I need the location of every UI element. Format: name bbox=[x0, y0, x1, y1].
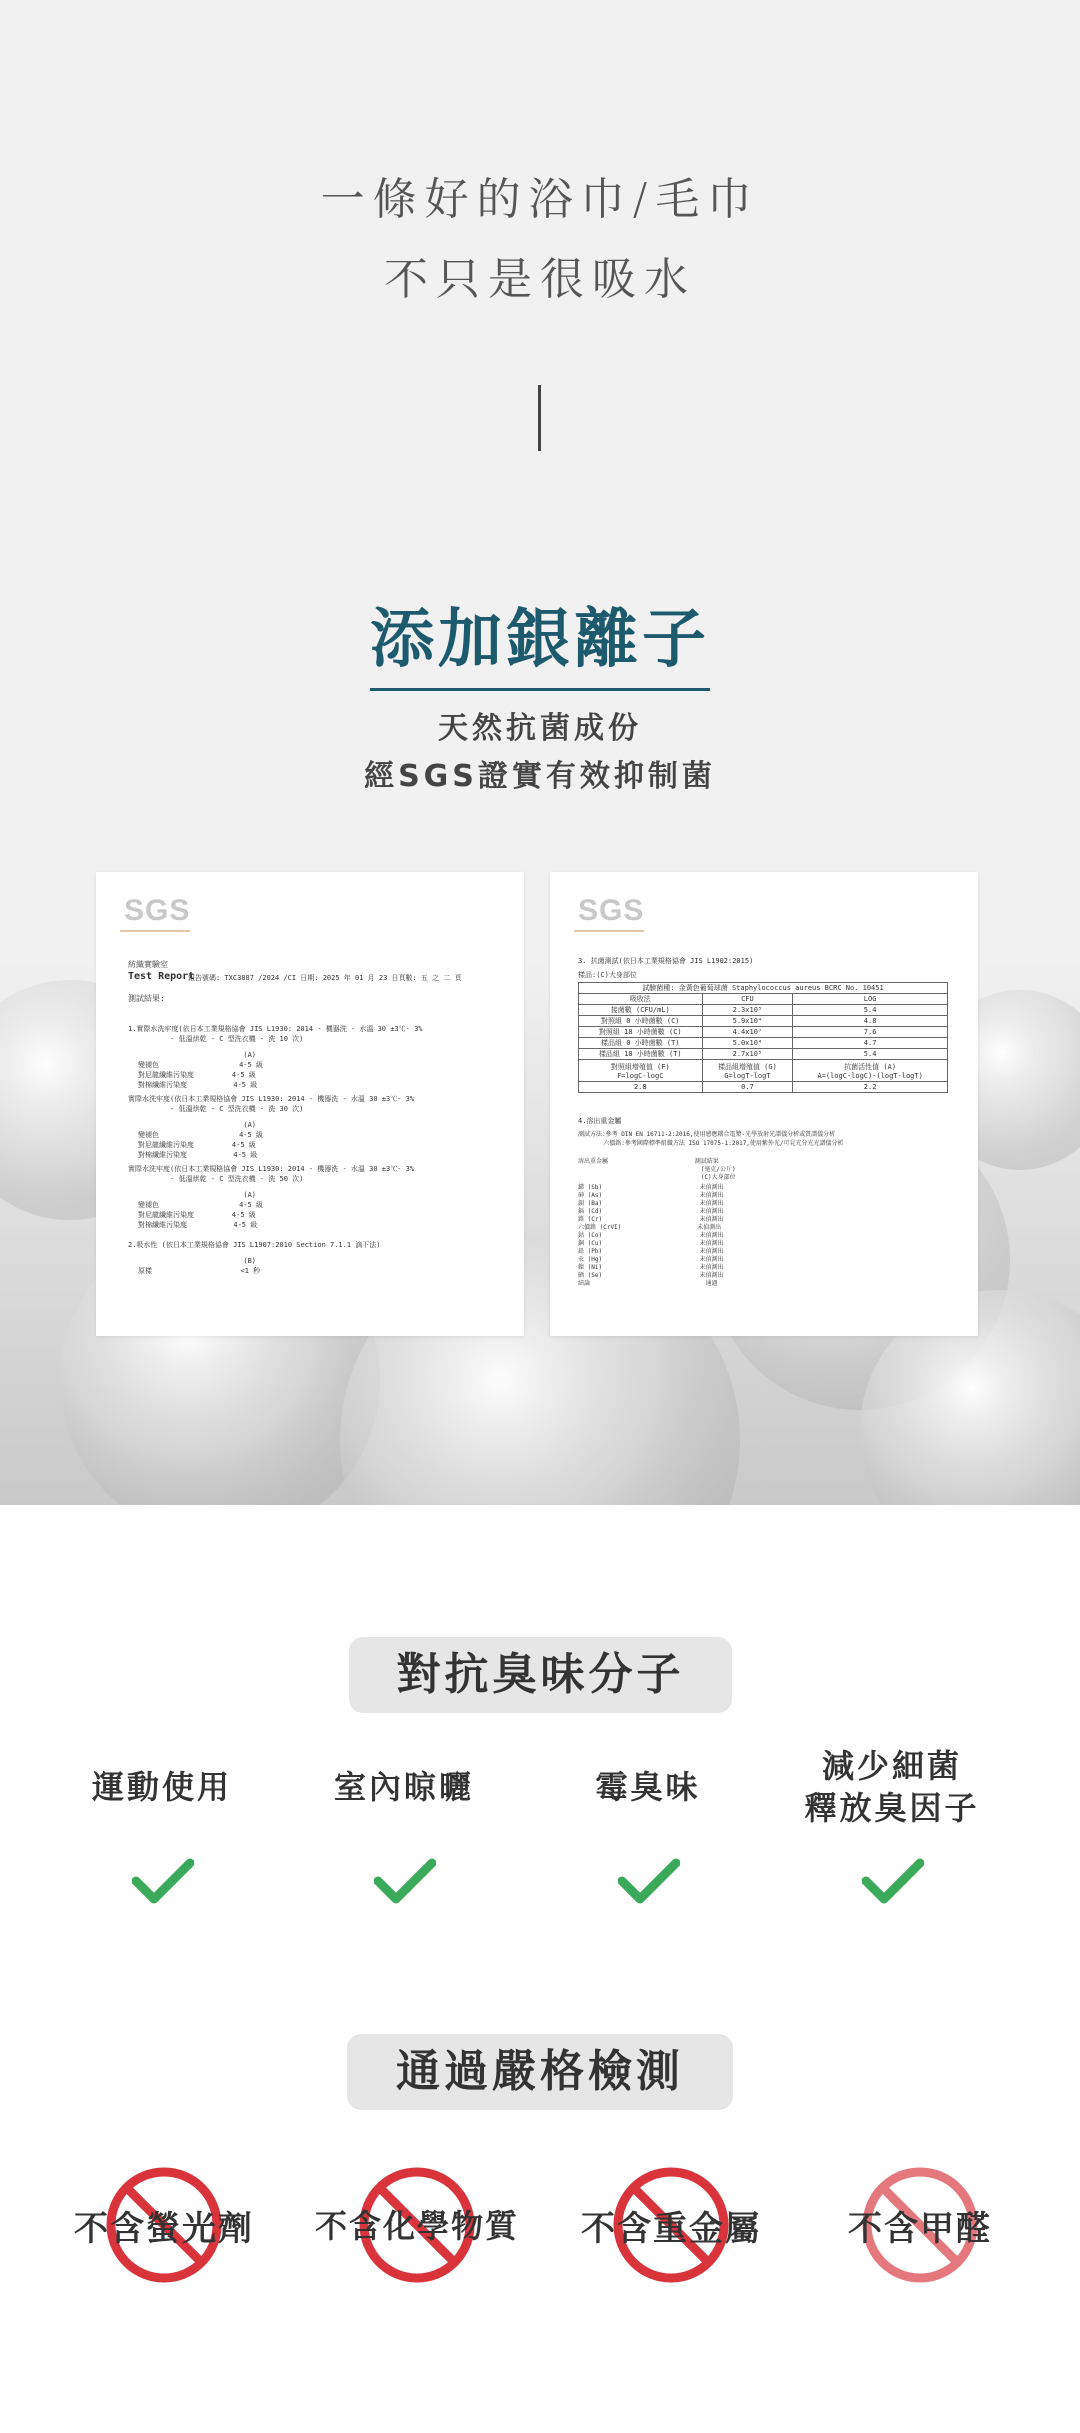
report-lab: 紡織實驗室 bbox=[128, 960, 168, 969]
ban-item-formaldehyde bbox=[800, 2163, 1040, 2283]
wash-test-30: 實際水洗牢度(依日本工業規格協會 JIS L1930: 2014 - 機器洗 - 水溫 30 ±3℃- 3% - 低溫烘乾 - C 型洗衣機 - 洗 30 次) bbox=[128, 1095, 415, 1113]
table-cell: 對照組 18 小時菌數 (C) bbox=[579, 1027, 703, 1038]
vertical-divider bbox=[538, 385, 541, 451]
sgs-report-right bbox=[550, 872, 978, 1336]
odor-item-label-2: 釋放臭因子 bbox=[804, 1789, 980, 1827]
odor-item-mildew bbox=[518, 1745, 778, 1829]
report-meta: 報告號碼: TXC3887 /2024 /CI 日期: 2025 年 01 月 23 日頁數: 五 之 二 頁 bbox=[188, 974, 462, 982]
table-cell: 2.2 bbox=[793, 1082, 948, 1093]
table-header: 試驗菌種: 金黃色葡萄球菌 Staphylococcus aureus BCRC No. 10451 bbox=[579, 983, 948, 994]
report-label: Test Report bbox=[128, 971, 195, 982]
sgs-logo-underline bbox=[120, 930, 190, 932]
table-cell: 0.7 bbox=[702, 1082, 793, 1093]
intro-text bbox=[0, 160, 1080, 320]
wash-test-50: 實際水洗牢度(依日本工業規格協會 JIS L1930: 2014 - 機器洗 - 水溫 30 ±3℃- 3% - 低溫烘乾 - C 型洗衣機 - 洗 50 次) bbox=[128, 1165, 415, 1183]
sgs-report-left bbox=[96, 872, 524, 1336]
sgs-logo: SGS bbox=[578, 894, 645, 927]
odor-item-label: 運動使用 bbox=[91, 1768, 232, 1806]
table-cell: 5.4 bbox=[793, 1005, 948, 1016]
table-cell: 2.8 bbox=[579, 1082, 703, 1093]
table-cell: 4.4x10⁷ bbox=[702, 1027, 793, 1038]
ban-item-heavy-metals bbox=[551, 2163, 791, 2283]
sgs-logo: SGS bbox=[124, 894, 191, 927]
absorbency-test: 2.吸水性 (依日本工業規格協會 JIS L1907:2010 Section 7.1.1 滴下法) bbox=[128, 1241, 381, 1249]
absorbency-test-rows: (B) 原樣 <1 秒 bbox=[138, 1257, 261, 1275]
antibacterial-table bbox=[578, 982, 948, 1093]
subtitle-line-1: 天然抗菌成份 bbox=[438, 711, 642, 746]
table-row bbox=[579, 1005, 948, 1016]
intro-line-1: 一條好的浴巾/毛巾 bbox=[320, 174, 760, 225]
wash-test-10: 1.實際水洗牢度(依日本工業規格協會 JIS L1930: 2014 - 機器洗 - 水溫 30 ±3℃- 3% - 低溫烘乾 - C 型洗衣機 - 洗 10 次) bbox=[128, 1025, 423, 1043]
intro-line-2: 不只是很吸水 bbox=[384, 254, 696, 305]
antibacterial-test-title: 3. 抗菌測試(依日本工業規格協會 JIS L1902:2015) bbox=[578, 957, 754, 965]
tests-title-pill: 通過嚴格檢測 bbox=[347, 2034, 733, 2110]
antibacterial-sample: 樣品:(C)大身部位 bbox=[578, 971, 637, 979]
ban-item-label: 不含化學物質 bbox=[314, 2207, 519, 2245]
table-col: CFU bbox=[702, 994, 793, 1005]
heavy-metals-method: 測試方法:參考 DIN EN 16711-2:2016,使用感應耦合電漿-光學放射光譜儀分析或質譜儀分析 六價鉻:參考國際標準組織方法 ISO 17075-1:2017,使用紫外光/可見光分光光譜儀分析 bbox=[578, 1131, 844, 1147]
table-cell: 樣品組 18 小時菌數 (T) bbox=[579, 1049, 703, 1060]
heavy-metals-rows: 銻 (Sb) 未偵測出 砷 (As) 未偵測出 鋇 (Ba) 未偵測出 鎘 (Cd) 未偵測出 鉻 (Cr) 未偵測出 六價鉻 (CrVI) 未偵測出 鈷 (Co) 未偵測出 銅 (Cu) 未偵測出 鉛 (Pb) 未偵測出 汞 (Hg) 未偵測出 鎳 (Ni) 未偵測出 硒 (Se) 未偵測出 結論 通過 bbox=[578, 1184, 724, 1287]
table-cell: 4.8 bbox=[793, 1016, 948, 1027]
table-cell: 抗菌活性值 (A) A=(logC-logC)-(logT-logT) bbox=[793, 1060, 948, 1082]
sgs-logo-underline bbox=[574, 930, 644, 932]
table-cell: 5.4 bbox=[793, 1049, 948, 1060]
check-icon bbox=[618, 1857, 680, 1907]
table-row bbox=[579, 1060, 948, 1082]
table-cell: 5.0x10⁴ bbox=[702, 1038, 793, 1049]
ban-item-label: 不含重金屬 bbox=[581, 2209, 761, 2249]
table-cell: 對照組增殖值 (F) F=logC-logC bbox=[579, 1060, 703, 1082]
table-row bbox=[579, 1016, 948, 1027]
table-cell: 對照組 0 小時菌數 (C) bbox=[579, 1016, 703, 1027]
subtitle-line-2: 經SGS證實有效抑制菌 bbox=[364, 759, 716, 794]
heavy-metals-title: 4.溶出重金屬 bbox=[578, 1117, 622, 1125]
headline-subtitle bbox=[0, 705, 1080, 801]
table-cell: 2.3x10⁵ bbox=[702, 1005, 793, 1016]
table-cell: 2.7x10⁵ bbox=[702, 1049, 793, 1060]
wash-test-10-rows: (A) 變褪色 4-5 級 對尼龍纖維污染度 4-5 級 對棉纖維污染度 4-5 級 bbox=[138, 1051, 263, 1089]
table-cell: 樣品組增殖值 (G) G=logT-logT bbox=[702, 1060, 793, 1082]
odor-item-sports bbox=[32, 1745, 292, 1829]
table-cell: 4.7 bbox=[793, 1038, 948, 1049]
ban-item-label: 不含螢光劑 bbox=[74, 2209, 254, 2249]
table-cell: 樣品組 0 小時菌數 (T) bbox=[579, 1038, 703, 1049]
heavy-metals-head: 溶出重金屬 測試結果 (毫克/公斤) (C)大身部位 bbox=[578, 1158, 736, 1181]
headline-title: 添加銀離子 bbox=[370, 588, 710, 691]
table-row bbox=[579, 1038, 948, 1049]
ban-item-fluorescent bbox=[44, 2163, 284, 2283]
ban-item-chemicals bbox=[297, 2163, 537, 2283]
odor-item-label: 減少細菌 bbox=[821, 1747, 962, 1785]
check-icon bbox=[862, 1857, 924, 1907]
wash-test-50-rows: (A) 變褪色 4-5 級 對尼龍纖維污染度 4-5 級 對棉纖維污染度 4-5 級 bbox=[138, 1191, 263, 1229]
odor-item-label: 室內晾曬 bbox=[333, 1768, 474, 1806]
table-cell: 7.6 bbox=[793, 1027, 948, 1038]
odor-item-bacteria bbox=[762, 1745, 1022, 1829]
check-icon bbox=[374, 1857, 436, 1907]
table-cell: 接菌數 (CFU/mL) bbox=[579, 1005, 703, 1016]
headline bbox=[0, 588, 1080, 691]
table-row bbox=[579, 1082, 948, 1093]
odor-item-label: 霉臭味 bbox=[595, 1768, 701, 1806]
table-col: 吸收法 bbox=[579, 994, 703, 1005]
table-row bbox=[579, 1049, 948, 1060]
odor-title-pill: 對抗臭味分子 bbox=[349, 1637, 732, 1713]
wash-test-30-rows: (A) 變褪色 4-5 級 對尼龍纖維污染度 4-5 級 對棉纖維污染度 4-5 級 bbox=[138, 1121, 263, 1159]
table-cell: 5.9x10⁴ bbox=[702, 1016, 793, 1027]
odor-item-indoor-drying bbox=[274, 1745, 534, 1829]
ban-item-label: 不含甲醛 bbox=[848, 2209, 992, 2249]
check-icon bbox=[132, 1857, 194, 1907]
results-label: 測試結果: bbox=[128, 994, 165, 1003]
table-col: LOG bbox=[793, 994, 948, 1005]
table-row bbox=[579, 1027, 948, 1038]
